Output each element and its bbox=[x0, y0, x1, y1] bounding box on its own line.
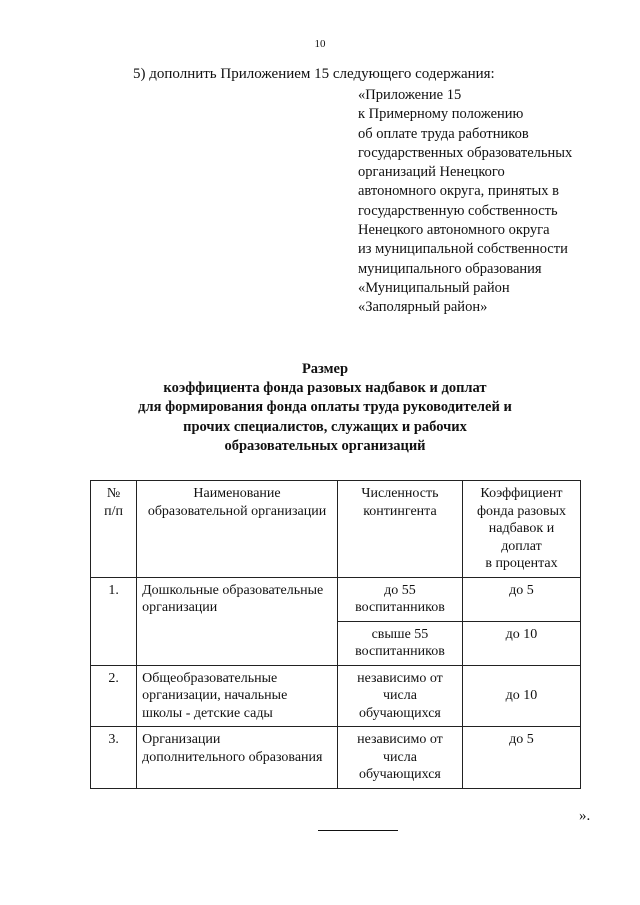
cell-text: обучающихся bbox=[359, 767, 441, 782]
cell-text: свыше 55 bbox=[371, 626, 429, 642]
table-row bbox=[91, 577, 581, 621]
header-contingent-size bbox=[337, 481, 462, 578]
cell-text: до 55 bbox=[384, 582, 416, 598]
header-text: Коэффициент bbox=[480, 486, 563, 501]
appendix-note bbox=[358, 86, 628, 318]
appendix-note-line: автономного округа, принятых в bbox=[358, 183, 559, 200]
cell-text: воспитанников bbox=[355, 644, 445, 659]
cell-text: дополнительного образования bbox=[142, 749, 323, 765]
cell-text: числа bbox=[382, 688, 417, 703]
organization-name bbox=[137, 727, 338, 789]
cell-text: Дошкольные образовательные bbox=[142, 582, 324, 598]
row-number: 1. bbox=[91, 577, 137, 665]
header-organization-name bbox=[137, 481, 338, 578]
title-line: прочих специалистов, служащих и рабочих bbox=[183, 418, 467, 435]
contingent-size bbox=[337, 577, 462, 621]
header-number bbox=[91, 481, 137, 578]
cell-text: числа bbox=[382, 749, 417, 765]
appendix-note-line: к Примерному положению bbox=[358, 106, 524, 123]
cell-text: независимо от bbox=[357, 670, 443, 686]
cell-text: независимо от bbox=[357, 732, 443, 747]
header-text: Наименование bbox=[193, 486, 281, 501]
appendix-note-line: из муниципальной собственности bbox=[358, 241, 568, 258]
title-line: коэффициента фонда разовых надбавок и доплат bbox=[163, 380, 487, 397]
cell-text: воспитанников bbox=[355, 600, 445, 615]
appendix-note-line: «Заполярный район» bbox=[358, 299, 488, 316]
cell-text: организации bbox=[142, 600, 218, 615]
coefficient-value: до 5 bbox=[462, 727, 580, 789]
bottom-divider bbox=[318, 830, 398, 831]
header-text: Численность bbox=[361, 486, 439, 501]
header-text: № bbox=[106, 486, 121, 501]
contingent-size bbox=[337, 621, 462, 665]
header-text: в процентах bbox=[485, 556, 558, 571]
appendix-note-line: государственных образовательных bbox=[358, 144, 573, 161]
header-text: фонда разовых bbox=[476, 503, 567, 519]
coefficient-table bbox=[90, 480, 581, 789]
table-row bbox=[91, 727, 581, 789]
title-line: для формирования фонда оплаты труда руководителей и bbox=[138, 399, 512, 416]
appendix-note-line: муниципального образования bbox=[358, 260, 542, 277]
appendix-note-line: организаций Ненецкого bbox=[358, 164, 505, 181]
page-number: 10 bbox=[314, 38, 326, 50]
closing-quote-mark: ». bbox=[579, 808, 591, 824]
appendix-note-line: государственную собственность bbox=[358, 202, 558, 219]
table-row bbox=[91, 665, 581, 727]
table-header-row bbox=[91, 481, 581, 578]
header-coefficient bbox=[462, 481, 580, 578]
appendix-note-line: об оплате труда работников bbox=[358, 125, 529, 142]
title-line: образовательных организаций bbox=[224, 437, 426, 454]
cell-text: школы - детские сады bbox=[142, 705, 273, 721]
appendix-note-line: «Муниципальный район bbox=[358, 279, 510, 296]
header-text: образовательной организации bbox=[147, 503, 327, 519]
cell-text: Общеобразовательные bbox=[142, 670, 278, 686]
cell-text: организации, начальные bbox=[142, 688, 288, 703]
row-number: 2. bbox=[91, 665, 137, 727]
contingent-size bbox=[337, 665, 462, 727]
coefficient-value: до 10 bbox=[462, 621, 580, 665]
row-number: 3. bbox=[91, 727, 137, 789]
organization-name bbox=[137, 577, 338, 665]
contingent-size bbox=[337, 727, 462, 789]
amendment-intro: 5) дополнить Приложением 15 следующего содержания: bbox=[133, 66, 495, 82]
appendix-note-line: «Приложение 15 bbox=[358, 87, 462, 103]
header-text: контингента bbox=[363, 503, 437, 519]
cell-text: обучающихся bbox=[359, 705, 441, 721]
header-text: п/п bbox=[104, 503, 123, 519]
coefficient-value: до 5 bbox=[462, 577, 580, 621]
appendix-note-line: Ненецкого автономного округа bbox=[358, 222, 550, 239]
header-text: надбавок и доплат bbox=[488, 521, 555, 554]
document-title bbox=[100, 360, 550, 456]
coefficient-value: до 10 bbox=[462, 665, 580, 727]
cell-text: Организации bbox=[142, 732, 221, 747]
organization-name bbox=[137, 665, 338, 727]
title-line: Размер bbox=[301, 361, 349, 377]
